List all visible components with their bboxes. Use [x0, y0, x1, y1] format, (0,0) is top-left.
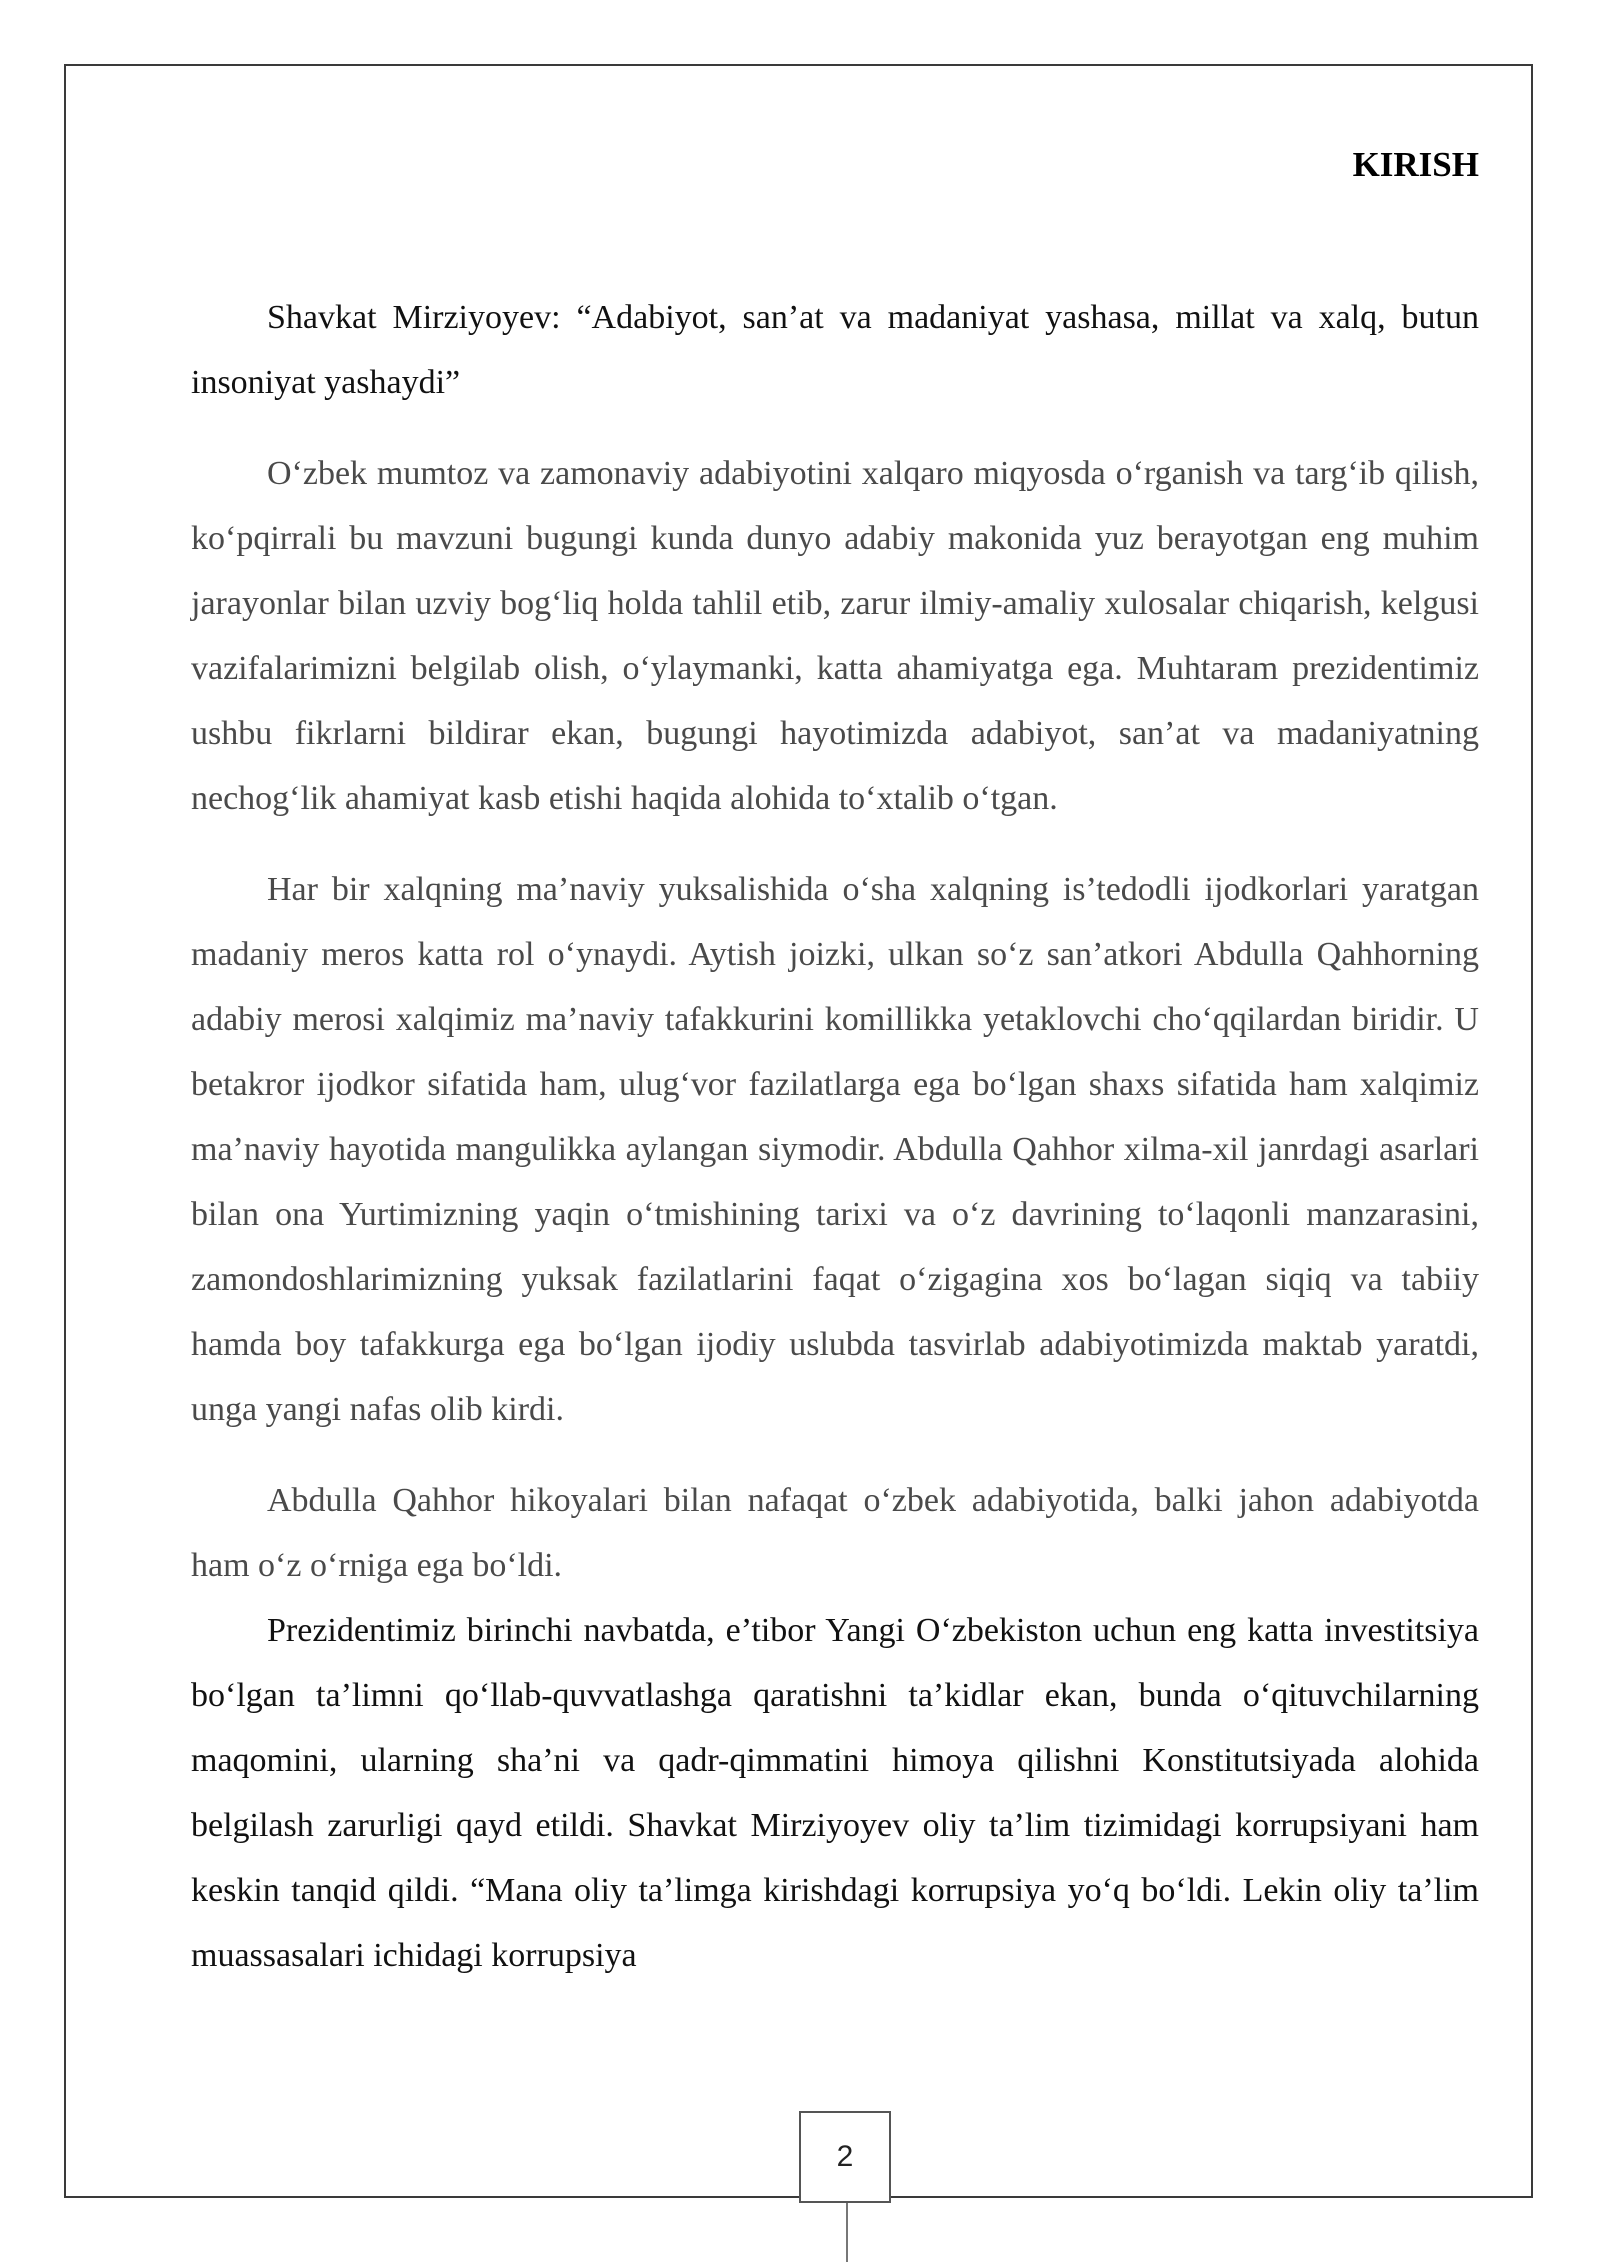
- document-body: [191, 140, 1479, 2014]
- section-heading: KIRISH: [1352, 145, 1479, 184]
- page-number: 2: [799, 2111, 891, 2203]
- paragraph-education: Prezidentimiz birinchi navbatda, e’tibor Yangi O‘zbekiston uchun eng katta investitsiya bo‘lgan ta’limni qo‘llab-quvvatlashga qaratishni ta’kidlar ekan, bunda o‘qituvchilarning maqomini, ularning sha’ni va qadr-qimmatini himoya qilishni Konstitutsiyada alohida belgilash zarurligi qayd etildi. Shavkat Mirziyoyev oliy ta’lim tizimidagi korrupsiyani ham keskin tanqid qildi. “Mana oliy ta’limga kirishdagi korrupsiya yo‘q bo‘ldi. Lekin oliy ta’lim muassasalari ichidagi korrupsiya: [191, 1612, 1479, 1974]
- paragraph-heritage: Har bir xalqning ma’naviy yuksalishida o‘sha xalqning is’tedodli ijodkorlari yaratgan madaniy meros katta rol o‘ynaydi. Aytish joizki, ulkan so‘z san’atkori Abdulla Qahhorning adabiy merosi xalqimiz ma’naviy tafakkurini komillikka yetaklovchi cho‘qqilardan biridir. U betakror ijodkor sifatida ham, ulug‘vor fazilatlarga ega bo‘lgan shaxs sifatida ham xalqimiz ma’naviy hayotida mangulikka aylangan siymodir. Abdulla Qahhor xilma-xil janrdagi asarlari bilan ona Yurtimizning yaqin o‘tmishining tarixi va o‘z davrining to‘laqonli manzarasini, zamondoshlarimizning yuksak fazilatlarini faqat o‘zigagina xos bo‘lagan siqiq va tabiiy hamda boy tafakkurga ega bo‘lgan ijodiy uslubda tasvirlab adabiyotimizda maktab yaratdi, unga yangi nafas olib kirdi.: [191, 871, 1479, 1428]
- paragraph-epigraph: Shavkat Mirziyoyev: “Adabiyot, san’at va madaniyat yashasa, millat va xalq, butun insoniyat yashaydi”: [191, 299, 1479, 401]
- paragraph-world-literature: Abdulla Qahhor hikoyalari bilan nafaqat o‘zbek adabiyotida, balki jahon adabiyotda ham o‘z o‘rniga ega bo‘ldi.: [191, 1482, 1479, 1584]
- footer-connector-line: [846, 2203, 848, 2262]
- paragraph-intro: O‘zbek mumtoz va zamonaviy adabiyotini xalqaro miqyosda o‘rganish va targ‘ib qilish, ko‘pqirrali bu mavzuni bugungi kunda dunyo adabiy makonida yuz berayotgan eng muhim jarayonlar bilan uzviy bog‘liq holda tahlil etib, zarur ilmiy-amaliy xulosalar chiqarish, kelgusi vazifalarimizni belgilab olish, o‘ylaymanki, katta ahamiyatga ega. Muhtaram prezidentimiz ushbu fikrlarni bildirar ekan, bugungi hayotimizda adabiyot, san’at va madaniyatning nechog‘lik ahamiyat kasb etishi haqida alohida to‘xtalib o‘tgan.: [191, 455, 1479, 817]
